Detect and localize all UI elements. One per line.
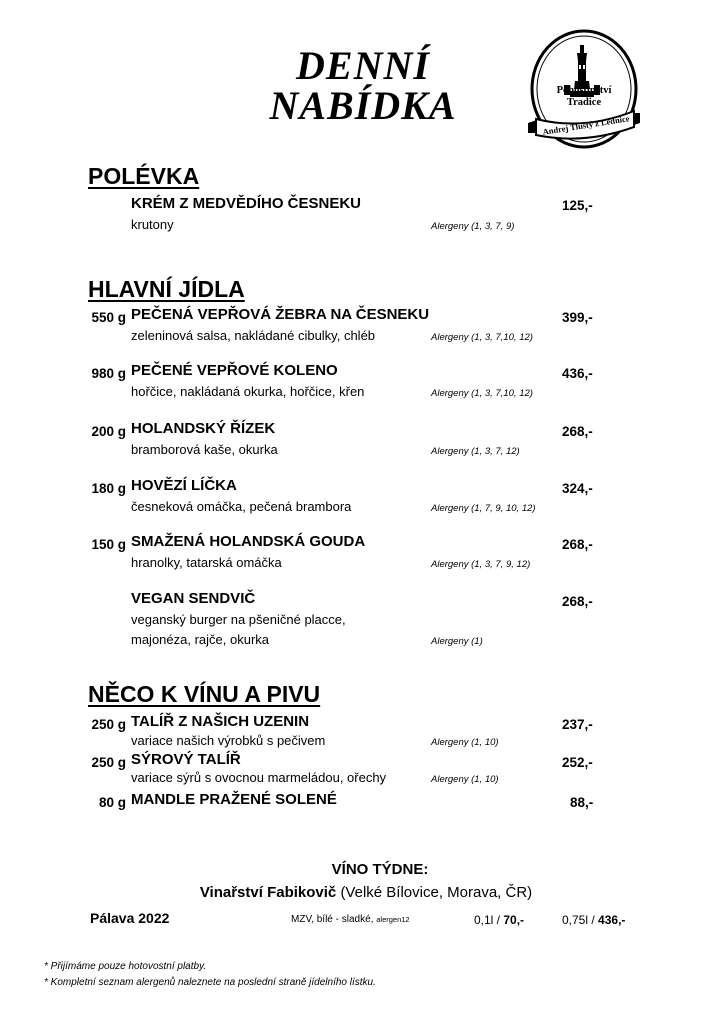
section-heading-soup: POLÉVKA xyxy=(88,163,200,189)
menu-item-description: veganský burger na pšeničné placce, xyxy=(131,612,346,627)
menu-item-weight: 150 g xyxy=(91,537,126,552)
menu-item-price: 268,- xyxy=(562,537,593,552)
section-heading-wine-snacks: NĚCO K VÍNU A PIVU xyxy=(88,681,321,707)
restaurant-logo xyxy=(526,27,646,152)
menu-item-name: PEČENÉ VEPŘOVÉ KOLENO xyxy=(131,362,338,379)
title-line-2: NABÍDKA xyxy=(269,83,457,128)
wine-bottle xyxy=(562,913,625,927)
menu-item-name: KRÉM Z MEDVĚDÍHO ČESNEKU xyxy=(131,195,362,212)
menu-item-name: HOVĚZÍ LÍČKA xyxy=(131,477,237,494)
menu-item-weight: 550 g xyxy=(91,310,126,325)
menu-item-allergens: Alergeny (1, 7, 9, 10, 12) xyxy=(431,503,536,514)
logo-text-line-2: Tradice xyxy=(566,97,602,108)
menu-item-description: krutony xyxy=(131,217,174,232)
wine-small-glass xyxy=(474,913,524,927)
footnote-payment: * Přijímáme pouze hotovostní platby. xyxy=(44,961,207,972)
menu-item-weight: 250 g xyxy=(91,755,126,770)
menu-item-description: hořčice, nakládaná okurka, hořčice, křen xyxy=(131,384,365,399)
menu-item-weight: 200 g xyxy=(91,424,126,439)
wine-of-week-winery-line xyxy=(0,884,724,901)
winery-name: Vinařství Fabikovič xyxy=(199,884,337,901)
wine-description: MZV, bílé - sladké, xyxy=(291,914,374,925)
menu-item-price: 324,- xyxy=(562,481,593,496)
menu-item-description: variace našich výrobků s pečivem xyxy=(131,733,326,748)
menu-item-allergens: Alergeny (1, 10) xyxy=(431,774,499,785)
menu-item-weight: 80 g xyxy=(98,795,126,810)
menu-item-price: 88,- xyxy=(570,795,594,810)
page-title xyxy=(253,43,473,128)
menu-item-allergens: Alergeny (1, 3, 7, 9, 12) xyxy=(431,559,531,570)
menu-item-price: 125,- xyxy=(562,198,593,213)
menu-item-price: 268,- xyxy=(562,594,593,609)
menu-item-description: hranolky, tatarská omáčka xyxy=(131,555,282,570)
menu-item-name: HOLANDSKÝ ŘÍZEK xyxy=(131,420,276,437)
menu-item-allergens: Alergeny (1, 3, 7, 9) xyxy=(431,221,515,232)
menu-item-price: 252,- xyxy=(562,755,593,770)
menu-item-allergens: Alergeny (1) xyxy=(431,636,483,647)
menu-item-price: 268,- xyxy=(562,424,593,439)
menu-item-allergens: Alergeny (1, 10) xyxy=(431,737,499,748)
small-price: 70,- xyxy=(503,913,525,927)
wine-info xyxy=(291,914,410,925)
menu-item-name: TALÍŘ Z NAŠICH UZENIN xyxy=(131,713,310,730)
menu-item-description: česneková omáčka, pečená brambora xyxy=(131,499,352,514)
menu-item-allergens: Alergeny (1, 3, 7,10, 12) xyxy=(431,388,533,399)
section-heading-mains: HLAVNÍ JÍDLA xyxy=(88,276,245,302)
menu-item-description: variace sýrů s ovocnou marmeládou, ořechy xyxy=(131,770,387,785)
winery-location: (Velké Bílovice, Morava, ČR) xyxy=(340,884,533,901)
large-volume: 0,75l / xyxy=(562,913,595,927)
menu-item-name: SÝROVÝ TALÍŘ xyxy=(131,751,241,768)
menu-item-name: PEČENÁ VEPŘOVÁ ŽEBRA NA ČESNEKU xyxy=(131,306,430,323)
menu-item-description: zeleninová salsa, nakládané cibulky, chléb xyxy=(131,328,376,343)
small-volume: 0,1l / xyxy=(474,913,501,927)
menu-item-allergens: Alergeny (1, 3, 7,10, 12) xyxy=(431,332,533,343)
menu-item-name: VEGAN SENDVIČ xyxy=(131,590,256,607)
menu-item-price: 237,- xyxy=(562,717,593,732)
menu-item-description: bramborová kaše, okurka xyxy=(131,442,278,457)
menu-item-name: MANDLE PRAŽENÉ SOLENÉ xyxy=(131,791,337,808)
menu-item-weight: 980 g xyxy=(91,366,126,381)
wine-of-week-heading: VÍNO TÝDNE: xyxy=(331,861,429,878)
wine-allergen: alergen12 xyxy=(376,915,410,924)
large-price: 436,- xyxy=(598,913,626,927)
logo-banner-text: Andrej Tlustý z Lednice xyxy=(541,113,631,137)
menu-item-weight: 180 g xyxy=(91,481,126,496)
wine-name: Pálava 2022 xyxy=(90,910,170,926)
menu-item-price: 399,- xyxy=(562,310,593,325)
menu-item-description-line-2: majonéza, rajče, okurka xyxy=(131,632,270,647)
footnote-allergens: * Kompletní seznam alergenů naleznete na poslední straně jídelního lístku. xyxy=(44,977,376,988)
menu-item-allergens: Alergeny (1, 3, 7, 12) xyxy=(431,446,520,457)
menu-item-name: SMAŽENÁ HOLANDSKÁ GOUDA xyxy=(131,533,366,550)
title-line-1: DENNÍ xyxy=(296,43,430,88)
menu-item-weight: 250 g xyxy=(91,717,126,732)
menu-item-price: 436,- xyxy=(562,366,593,381)
logo-text-line-1: Pohostinství xyxy=(556,85,612,96)
